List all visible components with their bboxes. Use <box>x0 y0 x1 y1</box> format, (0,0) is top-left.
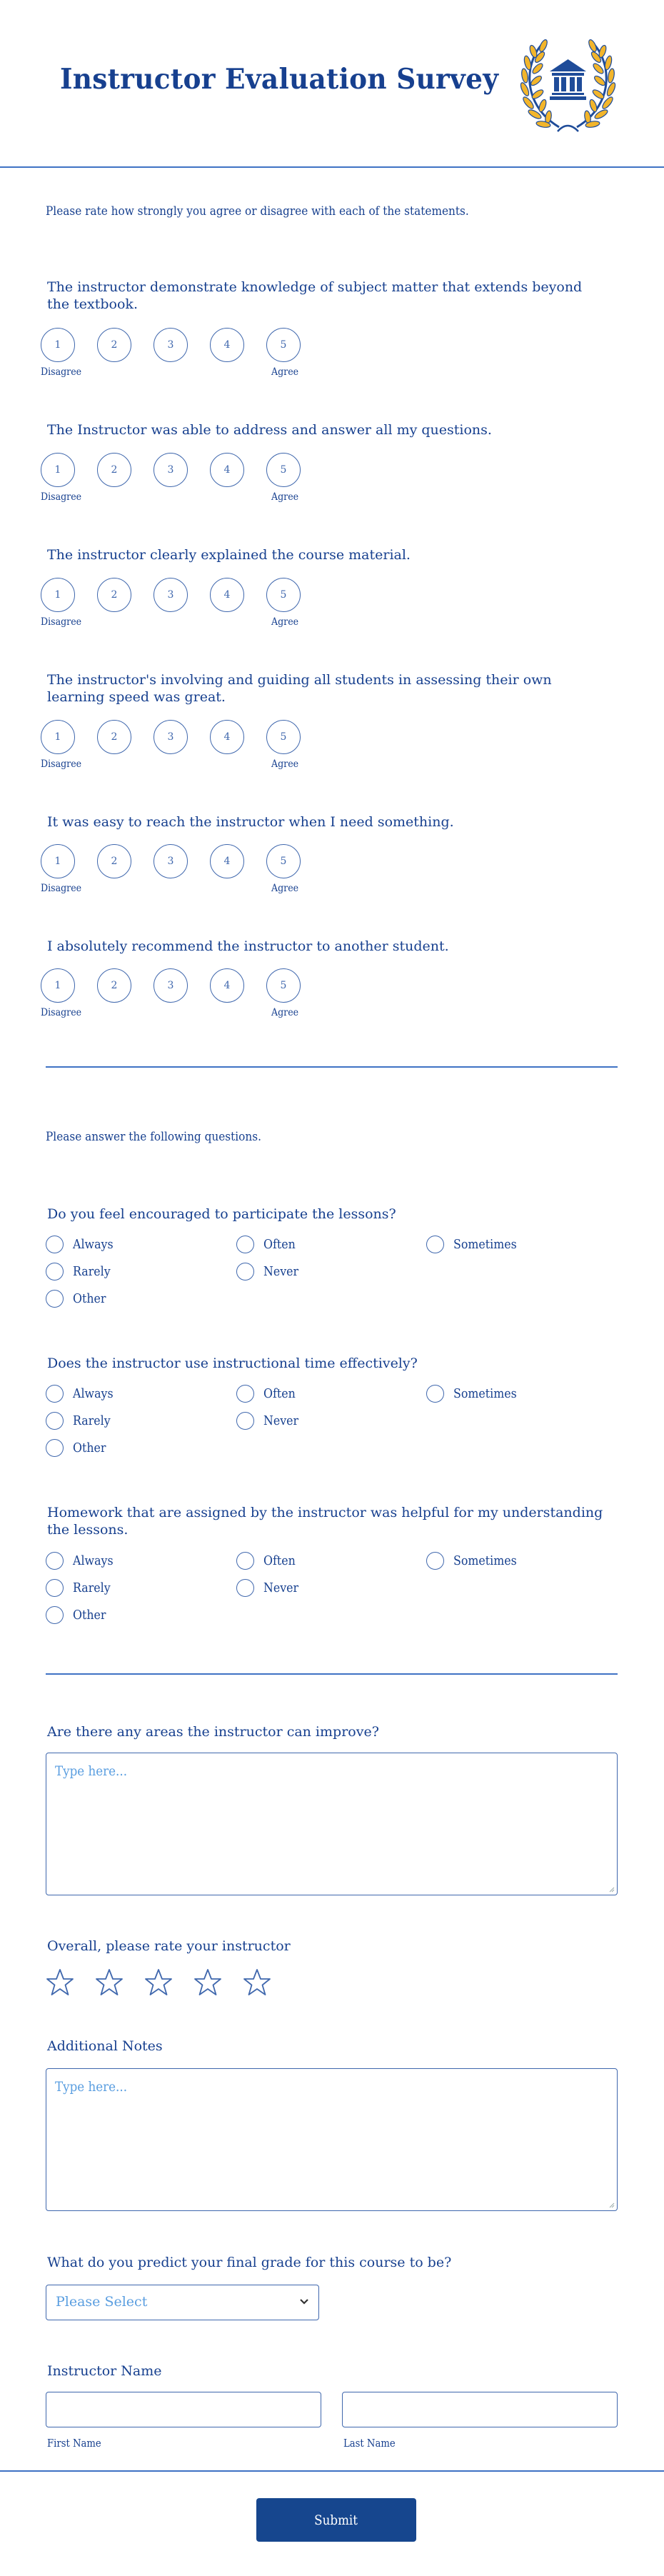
scale-low-label: Disagree <box>41 1007 82 1018</box>
star-icon-3[interactable] <box>144 1968 173 1997</box>
notes-textarea[interactable] <box>46 2068 618 2211</box>
radio-button[interactable] <box>236 1385 254 1403</box>
rating-section-intro: Please rate how strongly you agree or disagree with each of the statements. <box>46 204 469 219</box>
scale-option-2[interactable]: 2 <box>97 453 131 487</box>
instructor-name-label: Instructor Name <box>47 2363 162 2379</box>
chevron-down-icon <box>299 2298 309 2305</box>
option-never[interactable]: Never <box>236 1578 303 1597</box>
choice-question-2-options <box>46 1384 603 1455</box>
scale-option-3[interactable]: 3 <box>154 720 188 754</box>
scale-high-label: Agree <box>271 1007 299 1018</box>
choice-question-1-label: Do you feel encouraged to participate the lessons? <box>47 1206 396 1222</box>
scale-option-2[interactable]: 2 <box>97 578 131 612</box>
scale-option-3[interactable]: 3 <box>154 844 188 878</box>
radio-button[interactable] <box>236 1552 254 1570</box>
radio-button[interactable] <box>46 1606 64 1624</box>
overall-rating-label: Overall, please rate your instructor <box>47 1938 291 1954</box>
scale-low-label: Disagree <box>41 616 82 628</box>
rating-question-1-scale <box>41 328 326 364</box>
option-other[interactable]: Other <box>46 1605 111 1624</box>
option-never[interactable]: Never <box>236 1411 303 1430</box>
radio-button[interactable] <box>46 1552 64 1570</box>
laurel-courthouse-logo-icon <box>516 36 620 132</box>
option-other[interactable]: Other <box>46 1289 111 1308</box>
option-rarely[interactable]: Rarely <box>46 1578 116 1597</box>
scale-option-5[interactable]: 5 <box>266 844 301 878</box>
radio-button[interactable] <box>236 1263 254 1281</box>
rating-question-2-scale <box>41 453 326 488</box>
star-icon-4[interactable] <box>193 1968 222 1997</box>
scale-high-label: Agree <box>271 616 299 628</box>
option-sometimes[interactable]: Sometimes <box>426 1235 525 1253</box>
scale-high-label: Agree <box>271 366 299 378</box>
rating-question-3-scale <box>41 578 326 613</box>
grade-label: What do you predict your final grade for this course to be? <box>47 2255 452 2270</box>
radio-button[interactable] <box>426 1552 444 1570</box>
choice-question-2-label: Does the instructor use instructional time effectively? <box>47 1355 418 1371</box>
radio-button[interactable] <box>46 1263 64 1281</box>
footer-divider <box>0 2470 664 2472</box>
star-icon-5[interactable] <box>243 1968 271 1997</box>
scale-option-3[interactable]: 3 <box>154 453 188 487</box>
choice-question-3-label: Homework that are assigned by the instructor was helpful for my understanding the lessons. <box>47 1505 603 1538</box>
scale-option-5[interactable]: 5 <box>266 453 301 487</box>
last-name-input[interactable] <box>342 2392 618 2427</box>
section-divider <box>46 1673 618 1675</box>
star-icon-2[interactable] <box>95 1968 124 1997</box>
option-always[interactable]: Always <box>46 1235 119 1253</box>
grade-selected-value: Please Select <box>56 2294 148 2310</box>
option-often[interactable]: Often <box>236 1235 300 1253</box>
radio-button[interactable] <box>426 1236 444 1253</box>
page-title: Instructor Evaluation Survey <box>60 63 499 96</box>
option-sometimes[interactable]: Sometimes <box>426 1551 525 1570</box>
rating-question-3-label: The instructor clearly explained the course material. <box>47 547 411 563</box>
rating-question-5-label: It was easy to reach the instructor when I need something. <box>47 814 454 830</box>
scale-low-label: Disagree <box>41 883 82 894</box>
improve-placeholder: Type here... <box>55 1763 128 1779</box>
radio-button[interactable] <box>46 1385 64 1403</box>
scale-option-1[interactable]: 1 <box>41 844 75 878</box>
rating-question-4-scale <box>41 720 326 756</box>
grade-select[interactable] <box>46 2285 319 2320</box>
scale-option-3[interactable]: 3 <box>154 578 188 612</box>
option-rarely[interactable]: Rarely <box>46 1262 116 1281</box>
option-rarely[interactable]: Rarely <box>46 1411 116 1430</box>
notes-label: Additional Notes <box>47 2038 163 2054</box>
scale-high-label: Agree <box>271 883 299 894</box>
rating-question-6-scale <box>41 968 326 1004</box>
first-name-sublabel: First Name <box>47 2437 101 2450</box>
scale-option-4[interactable]: 4 <box>210 328 244 362</box>
scale-option-4[interactable]: 4 <box>210 578 244 612</box>
radio-button[interactable] <box>236 1579 254 1597</box>
option-sometimes[interactable]: Sometimes <box>426 1384 525 1403</box>
rating-question-2-label: The Instructor was able to address and answer all my questions. <box>47 422 492 438</box>
scale-option-5[interactable]: 5 <box>266 578 301 612</box>
scale-low-label: Disagree <box>41 491 82 503</box>
scale-high-label: Agree <box>271 758 299 770</box>
scale-option-1[interactable]: 1 <box>41 328 75 362</box>
scale-option-1[interactable]: 1 <box>41 453 75 487</box>
first-name-input[interactable] <box>46 2392 321 2427</box>
rating-question-6-label: I absolutely recommend the instructor to another student. <box>47 938 449 954</box>
scale-option-3[interactable]: 3 <box>154 968 188 1003</box>
submit-button[interactable]: Submit <box>256 2498 416 2542</box>
choice-question-3-options <box>46 1551 603 1623</box>
scale-option-2[interactable]: 2 <box>97 844 131 878</box>
scale-high-label: Agree <box>271 491 299 503</box>
choice-section-intro: Please answer the following questions. <box>46 1130 261 1144</box>
scale-low-label: Disagree <box>41 366 82 378</box>
rating-question-1-label: The instructor demonstrate knowledge of subject matter that extends beyond the textbook. <box>47 279 583 312</box>
scale-option-1[interactable]: 1 <box>41 968 75 1003</box>
scale-option-4[interactable]: 4 <box>210 968 244 1003</box>
radio-button[interactable] <box>46 1412 64 1430</box>
notes-placeholder: Type here... <box>55 2079 128 2095</box>
scale-option-4[interactable]: 4 <box>210 453 244 487</box>
choice-question-1-options <box>46 1235 603 1306</box>
scale-option-5[interactable]: 5 <box>266 328 301 362</box>
radio-button[interactable] <box>236 1412 254 1430</box>
scale-option-1[interactable]: 1 <box>41 578 75 612</box>
radio-button[interactable] <box>426 1385 444 1403</box>
star-icon-1[interactable] <box>46 1968 74 1997</box>
scale-option-5[interactable]: 5 <box>266 968 301 1003</box>
option-often[interactable]: Often <box>236 1551 300 1570</box>
scale-option-3[interactable]: 3 <box>154 328 188 362</box>
scale-option-4[interactable]: 4 <box>210 720 244 754</box>
scale-option-2[interactable]: 2 <box>97 968 131 1003</box>
radio-button[interactable] <box>46 1290 64 1308</box>
scale-option-4[interactable]: 4 <box>210 844 244 878</box>
option-other[interactable]: Other <box>46 1438 111 1457</box>
scale-option-2[interactable]: 2 <box>97 328 131 362</box>
radio-button[interactable] <box>46 1236 64 1253</box>
star-rating <box>46 1968 303 1997</box>
section-divider <box>46 1066 618 1068</box>
resize-grip-icon[interactable] <box>608 2201 615 2208</box>
improve-textarea[interactable] <box>46 1753 618 1895</box>
resize-grip-icon[interactable] <box>608 1885 615 1893</box>
option-never[interactable]: Never <box>236 1262 303 1281</box>
rating-question-5-scale <box>41 844 326 880</box>
scale-low-label: Disagree <box>41 758 82 770</box>
option-always[interactable]: Always <box>46 1384 119 1403</box>
form-header <box>0 0 664 168</box>
scale-option-5[interactable]: 5 <box>266 720 301 754</box>
option-always[interactable]: Always <box>46 1551 119 1570</box>
scale-option-1[interactable]: 1 <box>41 720 75 754</box>
scale-option-2[interactable]: 2 <box>97 720 131 754</box>
improve-label: Are there any areas the instructor can improve? <box>47 1724 379 1740</box>
option-often[interactable]: Often <box>236 1384 300 1403</box>
radio-button[interactable] <box>46 1439 64 1457</box>
radio-button[interactable] <box>236 1236 254 1253</box>
radio-button[interactable] <box>46 1579 64 1597</box>
last-name-sublabel: Last Name <box>343 2437 396 2450</box>
rating-question-4-label: The instructor's involving and guiding all students in assessing their own learning speed was great. <box>47 672 552 705</box>
